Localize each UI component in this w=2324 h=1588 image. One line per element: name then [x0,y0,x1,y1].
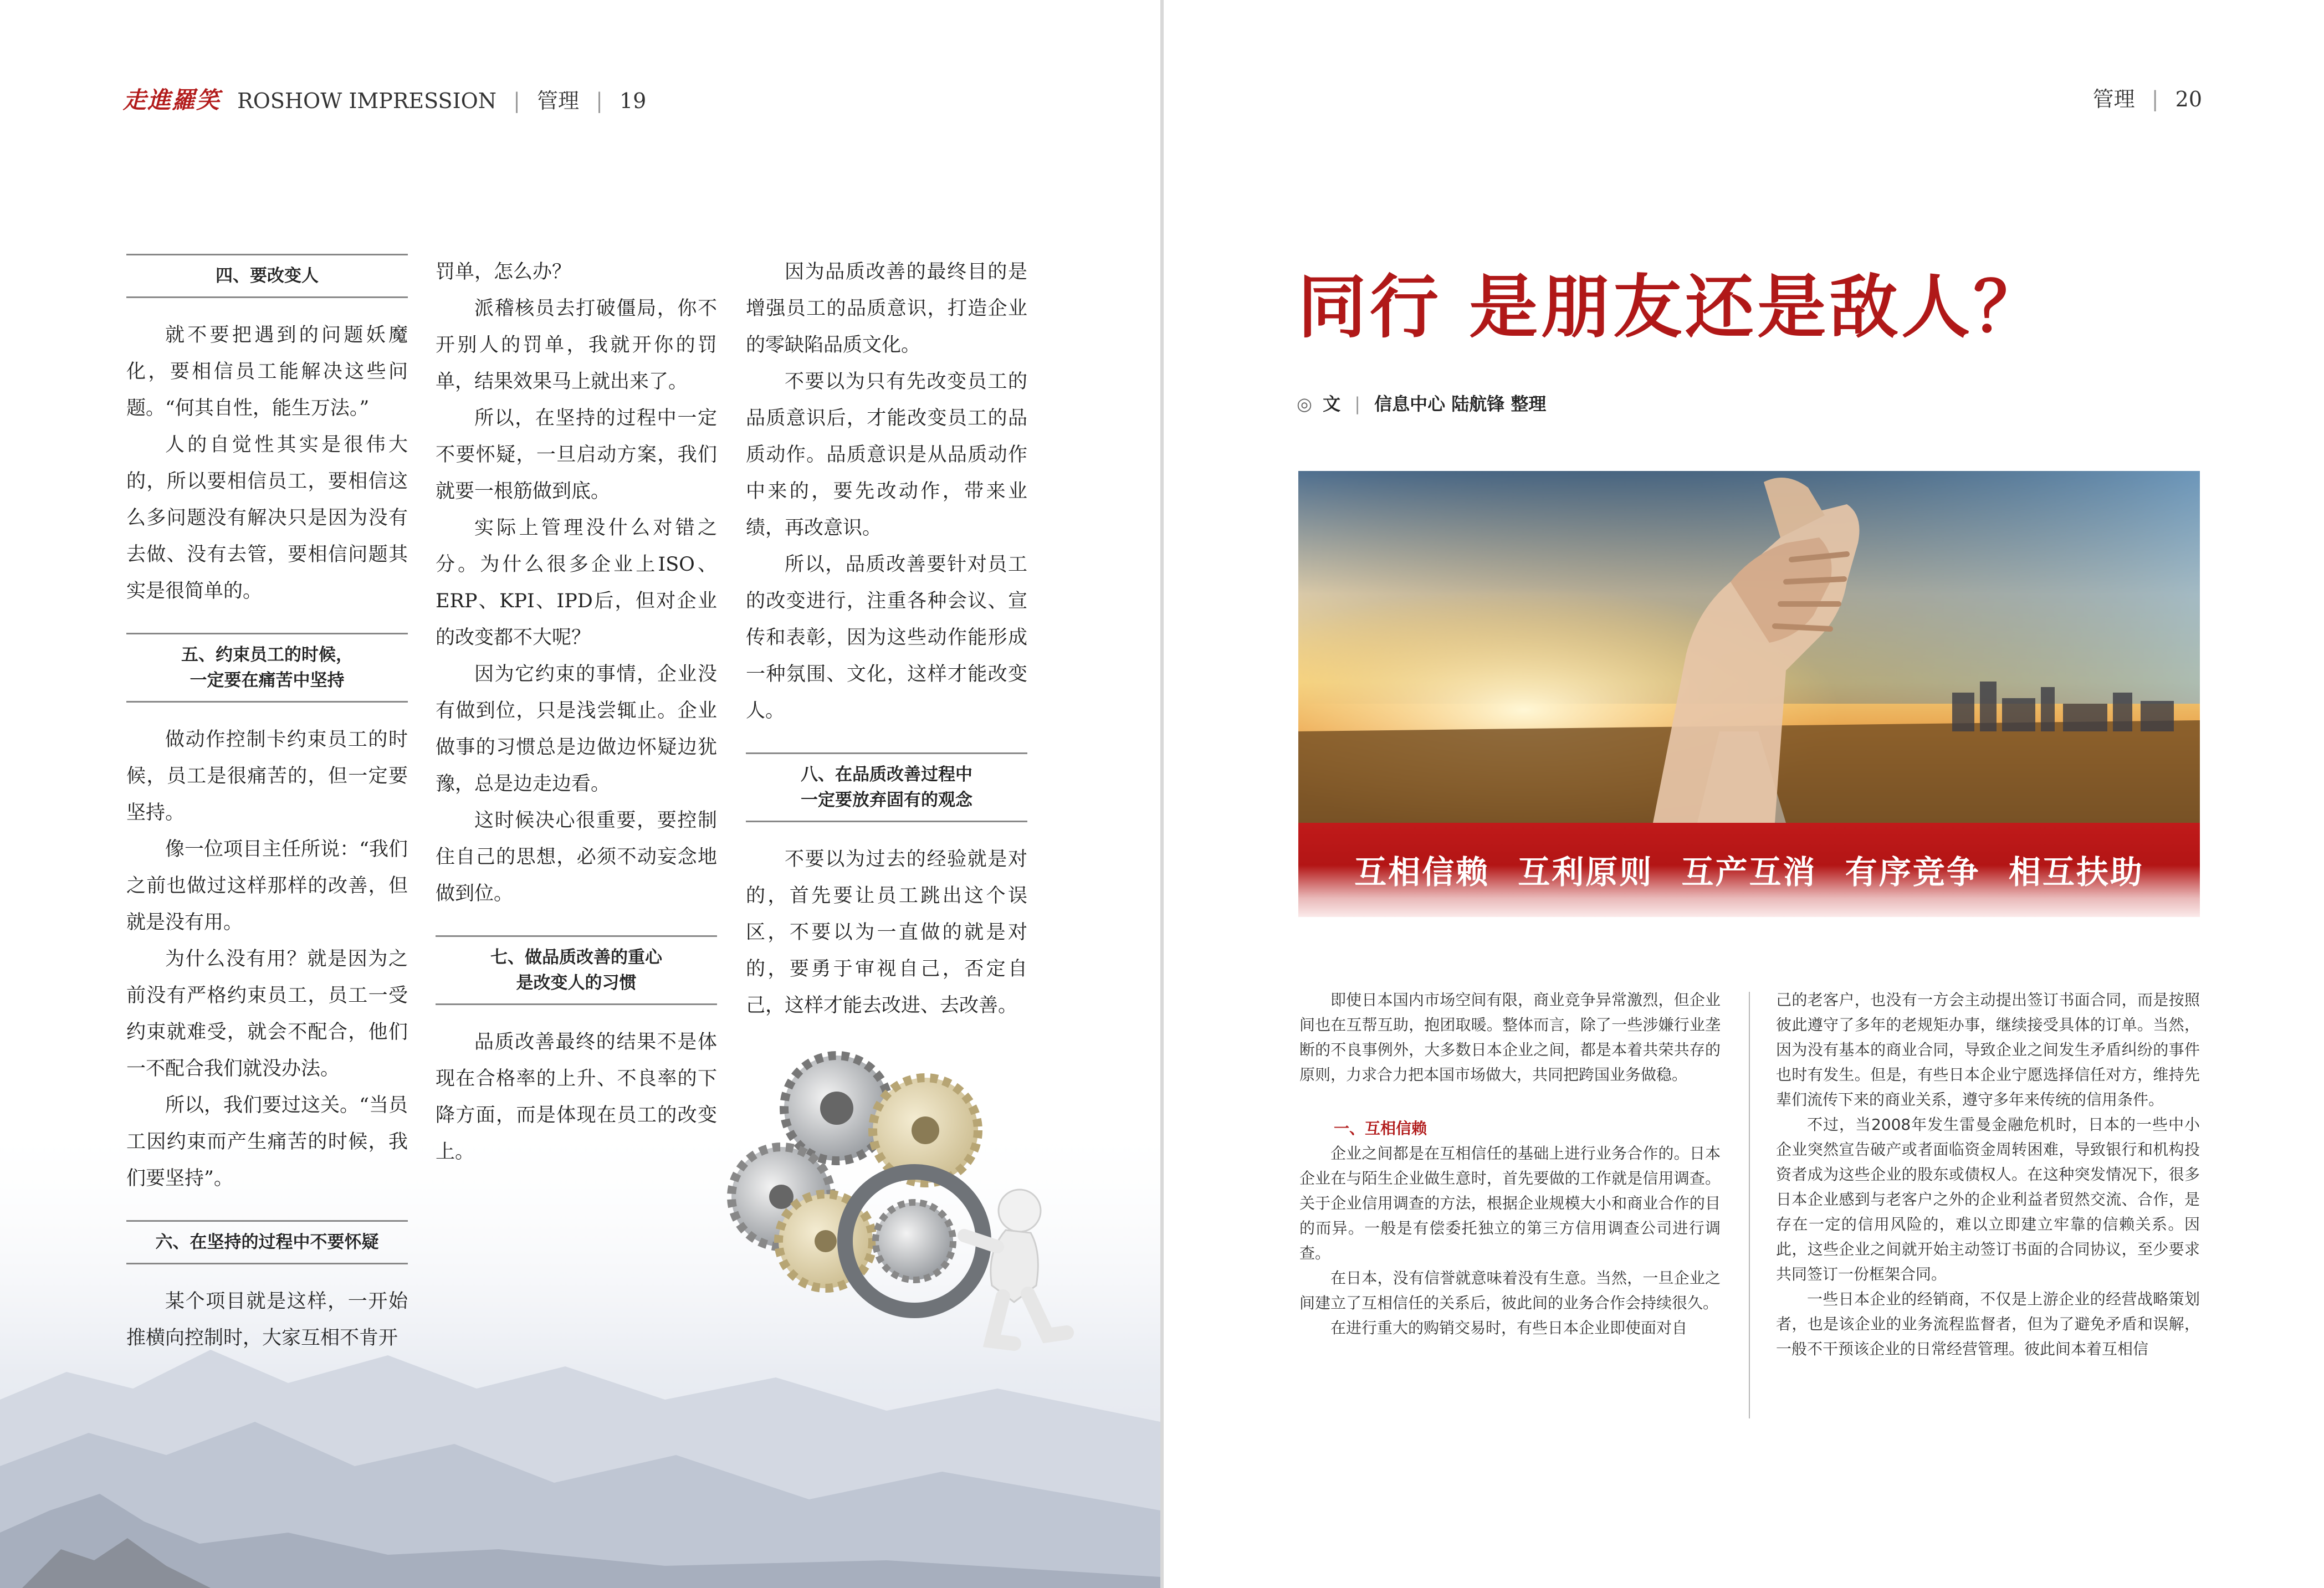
article-column-1 [1299,987,1721,1340]
paragraph: 不过，当2008年发生雷曼金融危机时，日本的一些中小企业突然宣告破产或者面临资金周转困难，导致银行和机构投资者成为这些企业的股东或债权人。在这种突发情况下，很多日本企业感到与老客户之外的企业利益者贸然交流、合作，是存在一定的信用风险的，难以立即建立牢靠的信赖关系。因此，这些企业之间就开始主动签订书面的合同协议，至少要求共同签订一份框架合同。 [1776,1115,2200,1283]
paragraph: 在进行重大的购销交易时，有些日本企业即使面对自 [1330,1319,1688,1337]
paragraph: 因为品质改善的最终目的是增强员工的品质意识，打造企业的零缺陷品质文化。 [746,261,1027,356]
paragraph: 所以，品质改善要针对员工的改变进行，注重各种会议、宣传和表彰，因为这些动作能形成一种氛围、文化，这样才能改变人。 [746,554,1027,722]
byline-symbol: ◎ [1297,393,1312,414]
paragraph: 这时候决心很重要，要控制住自己的思想，必须不动妄念地做到位。 [436,810,717,905]
section-heading: 六、在坚持的过程中不要怀疑 [126,1220,408,1264]
paragraph: 做动作控制卡约束员工的时候，员工是很痛苦的，但一定要坚持。 [126,729,408,824]
running-header-left: 走進羅笑 ROSHOW IMPRESSION | 管理 | 19 [123,86,647,114]
handshake-cityscape-image [1298,471,2200,823]
gears-illustration [704,1042,1103,1363]
brand-name: ROSHOW IMPRESSION [237,89,496,113]
paragraph: 罚单，怎么办？ [436,261,572,283]
byline-label: 文 [1323,393,1341,414]
running-header-right: 管理 | 20 [2092,87,2202,111]
paragraph: 一些日本企业的经销商，不仅是上游企业的经营战略策划者，也是该企业的业务流程监督者，但为了避免矛盾和误解，一般不干预该企业的日常经营管理。彼此间本着互相信 [1776,1290,2200,1358]
paragraph: 己的老客户，也没有一方会主动提出签订书面合同，而是按照彼此遵守了多年的老规矩办事，继续接受具体的订单。当然，因为没有基本的商业合同，导致企业之间发生矛盾纠纷的事件也时有发生。但是，有些日本企业宁愿选择信任对方，维持先辈们流传下来的商业关系，遵守多年来传统的信用条件。 [1776,991,2200,1109]
paragraph: 所以，在坚持的过程中一定不要怀疑，一旦启动方案，我们就要一根筋做到底。 [436,407,717,503]
byline: ◎ 文 | 信息中心 陆航锋 整理 [1297,393,1547,414]
paragraph: 就不要把遇到的问题妖魔化，要相信员工能解决这些问题。“何其自性，能生万法。” [126,324,408,419]
article-column-2 [1776,987,2200,1361]
byline-author: 信息中心 陆航锋 整理 [1374,393,1547,414]
page-number: 20 [2175,87,2202,111]
article-title: 同行 是朋友还是敌人？ [1298,268,2046,347]
magazine-logo: 走進羅笑 [123,86,221,114]
paragraph: 在日本，没有信誉就意味着没有生意。当然，一旦企业之间建立了互相信任的关系后，彼此间的业务合作会持续很久。 [1299,1269,1721,1312]
text-column-1 [126,254,408,1356]
section-heading: 七、做品质改善的重心 是改变人的习惯 [436,935,717,1005]
paragraph: 为什么没有用？就是因为之前没有严格约束员工，员工一受约束就难受，就会不配合，他们一不配合我们就没办法。 [126,948,408,1080]
paragraph: 不要以为过去的经验就是对的，首先要让员工跳出这个误区，不要以为一直做的就是对的，要勇于审视自己，否定自己，这样才能去改进、去改善。 [746,848,1027,1017]
paragraph: 品质改善最终的结果不是体现在合格率的上升、不良率的下降方面，而是体现在员工的改变上。 [436,1031,717,1163]
paragraph: 企业之间都是在互相信任的基础上进行业务合作的。日本企业在与陌生企业做生意时，首先要做的工作就是信用调查。关于企业信用调查的方法，根据企业规模大小和商业合作的目的而异。一般是有偿委托独立的第三方信用调查公司进行调查。 [1299,1144,1721,1262]
slogan-text: 互相信赖 互利原则 互产互消 有序竞争 相互扶助 [1354,853,2144,891]
hero-image [1298,471,2200,823]
section-label: 管理 [536,89,579,113]
section-label: 管理 [2092,87,2135,111]
section-heading: 五、约束员工的时候， 一定要在痛苦中坚持 [126,633,408,703]
paragraph: 即使日本国内市场空间有限，商业竞争异常激烈，但企业间也在互帮互助，抱团取暖。整体而言，除了一些涉嫌行业垄断的不良事例外，大多数日本企业之间，都是本着共荣共存的原则，力求合力把本国市场做大，共同把跨国业务做稳。 [1299,991,1721,1084]
section-heading: 一、互相信赖 [1334,1119,1427,1138]
left-page [0,0,1160,1588]
paragraph: 人的自觉性其实是很伟大的，所以要相信员工，要相信这么多问题没有解决只是因为没有去做、没有去管，要相信问题其实是很简单的。 [126,434,408,602]
text-column-2 [436,254,717,1170]
paragraph: 所以，我们要过这关。“当员工因约束而产生痛苦的时候，我们要坚持”。 [126,1094,408,1190]
paragraph: 不要以为只有先改变员工的品质意识后，才能改变员工的品质动作。品质意识是从品质动作中来的，要先改动作，带来业绩，再改意识。 [746,371,1027,539]
paragraph: 因为它约束的事情，企业没有做到位，只是浅尝辄止。企业做事的习惯总是边做边怀疑边犹豫，总是边走边看。 [436,663,717,795]
page-number: 19 [620,89,647,113]
section-heading: 八、在品质改善过程中 一定要放弃固有的观念 [746,752,1027,822]
section-heading: 四、要改变人 [126,254,408,298]
column-divider [1749,992,1750,1418]
paragraph: 实际上管理没什么对错之分。为什么很多企业上ISO、ERP、KPI、IPD后，但对企业的改变都不大呢？ [436,517,717,649]
slogan-banner [1298,823,2200,917]
paragraph: 某个项目就是这样，一开始推横向控制时，大家互相不肯开 [126,1290,408,1349]
paragraph: 像一位项目主任所说：“我们之前也做过这样那样的改善，但就是没有用。 [126,838,408,934]
text-column-3 [746,254,1027,1024]
paragraph: 派稽核员去打破僵局，你不开别人的罚单，我就开你的罚单，结果效果马上就出来了。 [436,298,717,393]
